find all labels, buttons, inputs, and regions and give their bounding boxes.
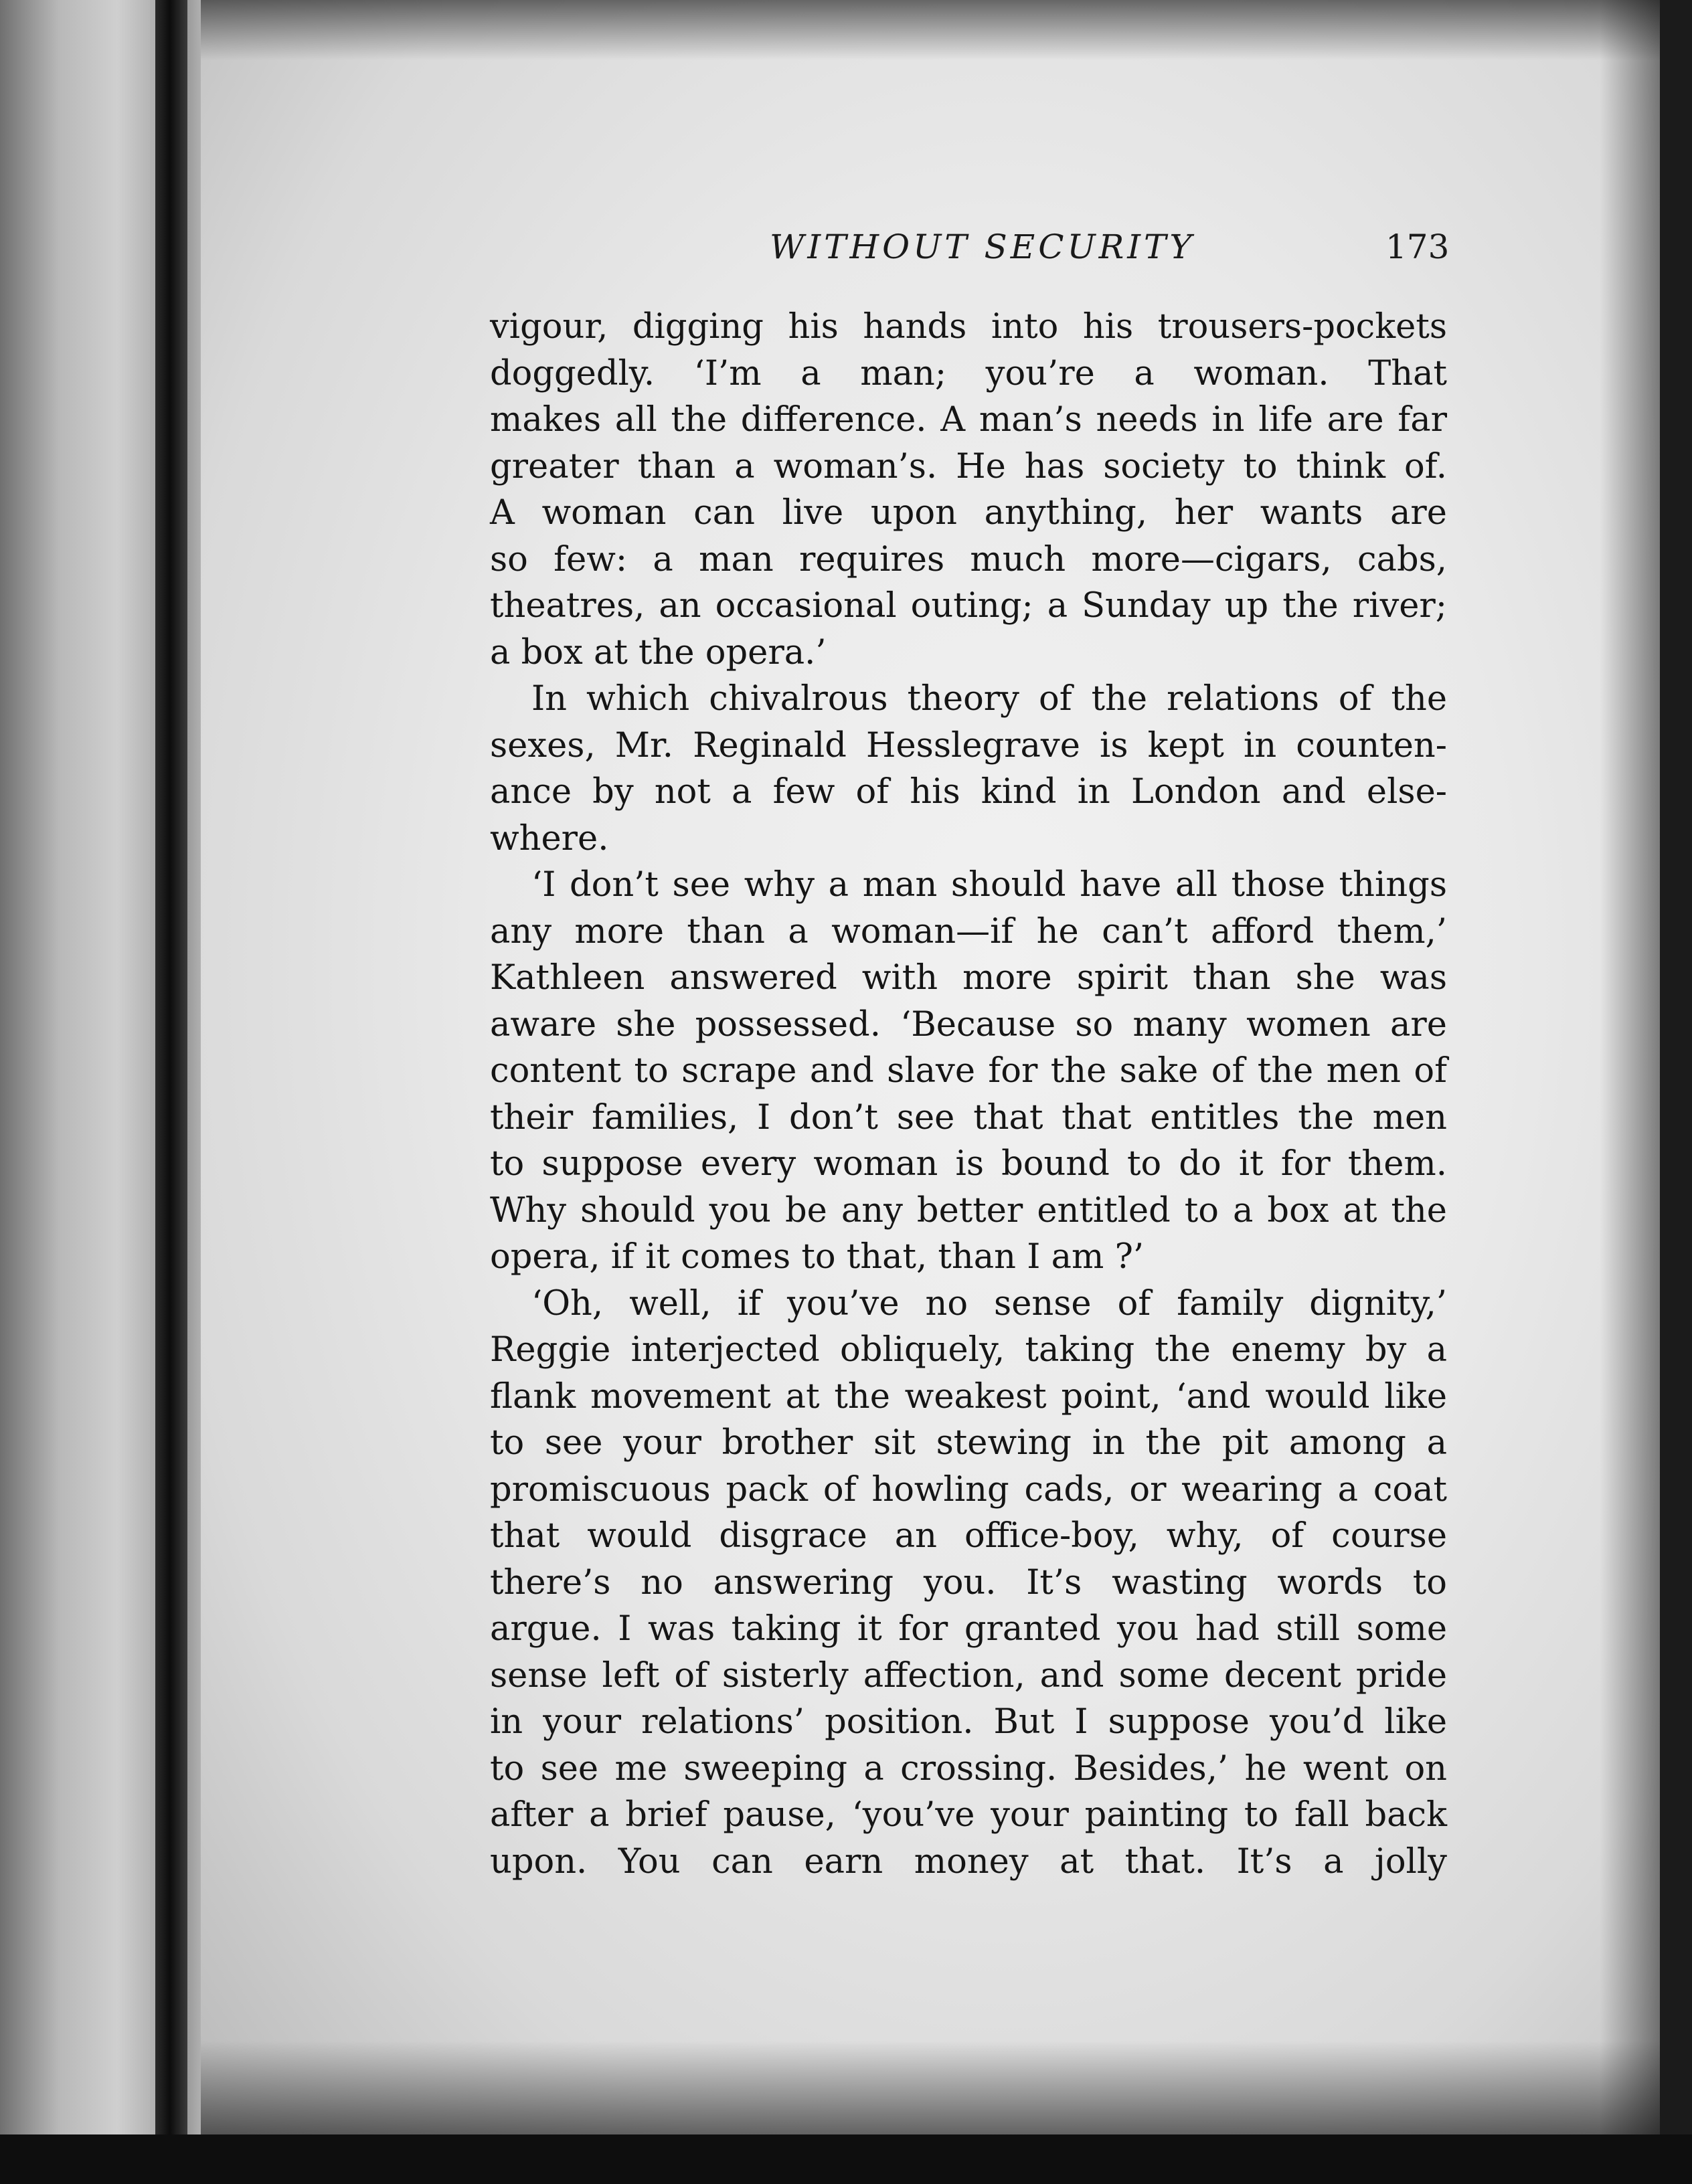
page-shadow-top xyxy=(201,0,1660,60)
text-line: A woman can live upon anything, her wants are xyxy=(490,493,1447,533)
text-line: Why should you be any better entitled to a box at the xyxy=(490,1190,1447,1231)
text-line: aware she possessed. ‘Because so many women are xyxy=(490,1004,1447,1044)
text-line: vigour, digging his hands into his trousers-pockets xyxy=(490,307,1447,347)
text-line: greater than a woman’s. He has society to think of. xyxy=(490,446,1447,486)
text-line: to see your brother sit stewing in the pit among a xyxy=(490,1423,1447,1463)
text-line: in your relations’ position. But I suppose you’d like xyxy=(490,1702,1447,1742)
text-line: Kathleen answered with more spirit than she was xyxy=(490,958,1447,998)
text-line: ‘Oh, well, if you’ve no sense of family dignity,’ xyxy=(531,1283,1447,1324)
text-line: any more than a woman—if he can’t afford them,’ xyxy=(490,911,1447,951)
text-line: upon. You can earn money at that. It’s a jolly xyxy=(490,1841,1447,1882)
book-gutter xyxy=(155,0,187,2184)
text-line: a box at the opera.’ xyxy=(490,632,827,672)
text-line: their families, I don’t see that that entitles the men xyxy=(490,1097,1447,1138)
text-line: In which chivalrous theory of the relations of the xyxy=(531,679,1447,719)
text-line: after a brief pause, ‘you’ve your painting to fall back xyxy=(490,1795,1447,1835)
body-text xyxy=(490,304,1447,1885)
page-shadow-right xyxy=(1600,0,1660,2134)
text-line: ance by not a few of his kind in London and else- xyxy=(490,772,1447,812)
text-line: promiscuous pack of howling cads, or wearing a coat xyxy=(490,1469,1447,1510)
text-line: that would disgrace an office-boy, why, of course xyxy=(490,1516,1447,1556)
text-line: makes all the difference. A man’s needs in life are far xyxy=(490,400,1447,440)
text-line: where. xyxy=(490,818,609,858)
text-line: Reggie interjected obliquely, taking the enemy by a xyxy=(490,1330,1447,1370)
scanner-bed xyxy=(0,2134,1692,2184)
page-shadow-bottom xyxy=(201,2041,1660,2134)
text-line: to see me sweeping a crossing. Besides,’ he went on xyxy=(490,1748,1447,1789)
text-line: doggedly. ‘I’m a man; you’re a woman. That xyxy=(490,353,1447,393)
running-head: WITHOUT SECURITY xyxy=(770,227,1195,266)
text-line: opera, if it comes to that, than I am ?’ xyxy=(490,1237,1145,1277)
text-line: theatres, an occasional outing; a Sunday up the river; xyxy=(490,586,1447,626)
text-line: ‘I don’t see why a man should have all those things xyxy=(531,865,1447,905)
text-line: so few: a man requires much more—cigars, cabs, xyxy=(490,539,1447,579)
text-line: to suppose every woman is bound to do it for them. xyxy=(490,1144,1447,1184)
text-line: content to scrape and slave for the sake of the men of xyxy=(490,1051,1447,1091)
text-line: flank movement at the weakest point, ‘and would like xyxy=(490,1376,1447,1417)
page-number: 173 xyxy=(1385,227,1450,266)
text-line: sense left of sisterly affection, and some decent pride xyxy=(490,1655,1447,1696)
text-line: there’s no answering you. It’s wasting words to xyxy=(490,1562,1447,1603)
text-line: argue. I was taking it for granted you had still some xyxy=(490,1609,1447,1649)
text-line: sexes, Mr. Reginald Hesslegrave is kept in counten- xyxy=(490,725,1447,765)
facing-page-edge xyxy=(0,0,167,2184)
